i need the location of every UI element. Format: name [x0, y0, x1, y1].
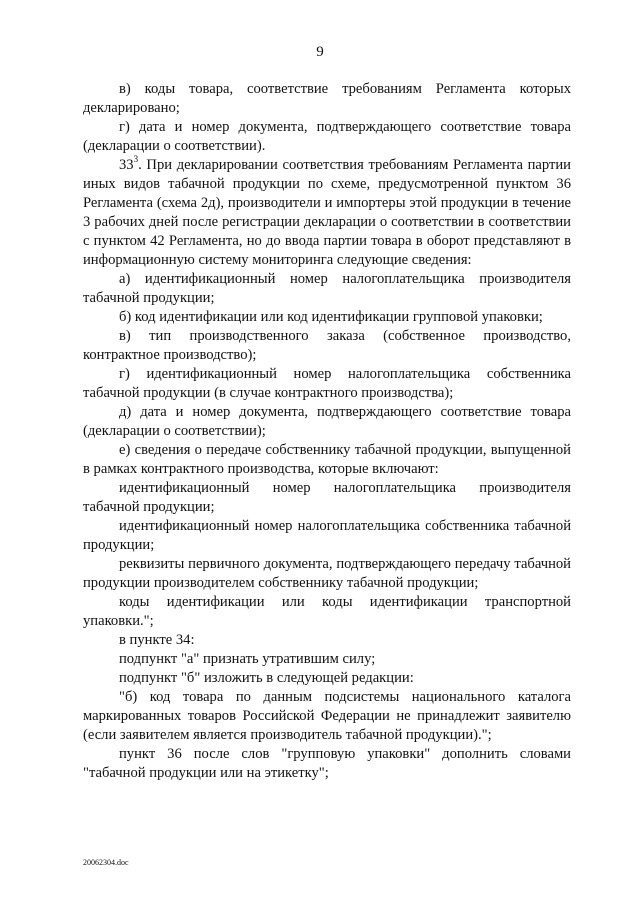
- paragraph-g-inn-owner: г) идентификационный номер налогоплательщика собственника табачной продукции (в случае контрактного производства);: [83, 366, 571, 401]
- paragraph-point-34: в пункте 34:: [119, 632, 195, 648]
- paragraph-point-33-3: $33^3$. При декларировании соответствия требованиям Регламента партии иных видов табачной продукции по схеме, предусмотренной пунктом 36 Регламента (схема 2д), производители и импортеры этой продукции в течение 3 рабочих дней после регистрации декларации о соответствии в соответствии с пунктом 42 Регламента, но до ввода партии товара в оборот представляют в информационную систему мониторинга следующие сведения:: [83, 154, 571, 268]
- file-footer: 20062304.doc: [83, 858, 129, 867]
- paragraph-subpoint-b: подпункт "б" изложить в следующей редакции:: [119, 670, 414, 686]
- paragraph-a-inn-producer: а) идентификационный номер налогоплательщика производителя табачной продукции;: [83, 271, 571, 306]
- paragraph-inn-producer: идентификационный номер налогоплательщика производителя табачной продукции;: [83, 480, 571, 515]
- paragraph-transport-codes: коды идентификации или коды идентификации транспортной упаковки.";: [83, 594, 571, 629]
- paragraph-b-code: б) код идентификации или код идентификации групповой упаковки;: [119, 309, 543, 325]
- paragraph-b-new-text: "б) код товара по данным подсистемы национального каталога маркированных товаров Российской Федерации не принадлежит заявителю (если заявителем является производитель табачной продукции).";: [83, 689, 571, 743]
- point-text: При декларировании соответствия требованиям Регламента партии иных видов табачной продукции по схеме, предусмотренной пунктом 36 Регламента (схема 2д), производители и импортеры этой продукции в течение 3 рабочих дней после регистрации декларации о соответствии в соответствии с пунктом 42 Регламента, но до ввода партии товара в оборот представляют в информационную систему мониторинга следующие сведения:: [83, 157, 571, 268]
- paragraph-e-transfer: е) сведения о передаче собственнику табачной продукции, выпущенной в рамках контрактного производства, которые включают:: [83, 442, 571, 477]
- document-body: [83, 80, 571, 783]
- paragraph-v-codes: в) коды товара, соответствие требованиям Регламента которых декларировано;: [83, 81, 571, 116]
- paragraph-inn-owner: идентификационный номер налогоплательщика собственника табачной продукции;: [83, 518, 571, 553]
- paragraph-primary-document: реквизиты первичного документа, подтверждающего передачу табачной продукции производителем собственнику табачной продукции;: [83, 556, 571, 591]
- paragraph-d-document: д) дата и номер документа, подтверждающего соответствие товара (декларации о соответствии);: [83, 404, 571, 439]
- point-number: 33: [119, 157, 134, 173]
- paragraph-v-order-type: в) тип производственного заказа (собственное производство, контрактное производство);: [83, 328, 571, 363]
- paragraph-point-36: пункт 36 после слов "групповую упаковки" дополнить словами "табачной продукции или на этикетку";: [83, 746, 571, 781]
- page-number: 9: [316, 44, 324, 60]
- point-superscript: 3: [133, 154, 139, 165]
- paragraph-subpoint-a: подпункт "а" признать утратившим силу;: [119, 651, 376, 667]
- paragraph-g-date: г) дата и номер документа, подтверждающего соответствие товара (декларации о соответствии).: [83, 119, 571, 154]
